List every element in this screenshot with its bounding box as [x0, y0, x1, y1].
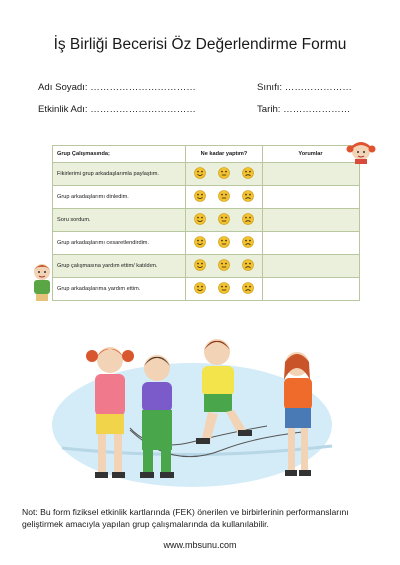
table-row — [53, 162, 359, 185]
children-playing-illustration — [52, 330, 342, 498]
sad-face-icon[interactable] — [242, 259, 254, 271]
face-cell — [186, 209, 263, 231]
face-cell — [186, 186, 263, 208]
date-field[interactable]: Tarih: ………………… — [257, 104, 351, 115]
comment-cell[interactable] — [262, 163, 359, 185]
comment-cell[interactable] — [262, 232, 359, 254]
neutral-face-icon[interactable] — [218, 236, 230, 248]
comment-cell[interactable] — [262, 255, 359, 277]
table-row — [53, 231, 359, 254]
header-comments: Yorumlar — [298, 151, 323, 157]
happy-face-icon[interactable] — [194, 236, 206, 248]
girl-peeking-illustration — [346, 140, 376, 164]
sad-face-icon[interactable] — [242, 236, 254, 248]
sad-face-icon[interactable] — [242, 167, 254, 179]
face-cell — [186, 278, 263, 300]
face-cell — [186, 163, 263, 185]
sad-face-icon[interactable] — [242, 213, 254, 225]
table-row — [53, 185, 359, 208]
row-label: Grup arkadaşlarımı dinledim. — [53, 186, 186, 208]
neutral-face-icon[interactable] — [218, 282, 230, 294]
footer-url[interactable]: www.mbsunu.com — [163, 540, 237, 550]
neutral-face-icon[interactable] — [218, 213, 230, 225]
happy-face-icon[interactable] — [194, 167, 206, 179]
table-row — [53, 254, 359, 277]
header-how-much: Ne kadar yaptım? — [186, 146, 263, 162]
evaluation-table — [52, 145, 360, 301]
row-label: Soru sordum. — [53, 209, 186, 231]
form-note: Not: Bu form fiziksel etkinlik kartlarında (FEK) önerilen ve birbirlerinin performanslarını geliştirmek amacıyla yapılan grup çalışmalarında da kullanılabilir. — [22, 507, 349, 529]
table-row — [53, 277, 359, 300]
class-field[interactable]: Sınıfı: ………………… — [257, 82, 352, 93]
comment-cell[interactable] — [262, 186, 359, 208]
table-row — [53, 208, 359, 231]
row-label: Grup arkadaşlarımı cesaretlendirdim. — [53, 232, 186, 254]
row-label: Fikirlerimi grup arkadaşlarımla paylaştım. — [53, 163, 186, 185]
boy-peeking-illustration — [30, 262, 56, 302]
row-label: Grup arkadaşlarıma yardım ettim. — [53, 278, 186, 300]
happy-face-icon[interactable] — [194, 213, 206, 225]
face-cell — [186, 255, 263, 277]
header-group-work: Grup Çalışmasında; — [53, 146, 186, 162]
happy-face-icon[interactable] — [194, 190, 206, 202]
name-field[interactable]: Adı Soyadı: …………………………… — [38, 82, 196, 93]
neutral-face-icon[interactable] — [218, 190, 230, 202]
comment-cell[interactable] — [262, 209, 359, 231]
happy-face-icon[interactable] — [194, 259, 206, 271]
face-cell — [186, 232, 263, 254]
activity-field[interactable]: Etkinlik Adı: …………………………… — [38, 104, 196, 115]
neutral-face-icon[interactable] — [218, 167, 230, 179]
form-title: İş Birliği Becerisi Öz Değerlendirme Formu — [53, 36, 347, 53]
row-label: Grup çalışmasına yardım ettim/ katıldım. — [53, 255, 186, 277]
neutral-face-icon[interactable] — [218, 259, 230, 271]
table-header — [53, 146, 359, 162]
comment-cell[interactable] — [262, 278, 359, 300]
sad-face-icon[interactable] — [242, 190, 254, 202]
sad-face-icon[interactable] — [242, 282, 254, 294]
happy-face-icon[interactable] — [194, 282, 206, 294]
